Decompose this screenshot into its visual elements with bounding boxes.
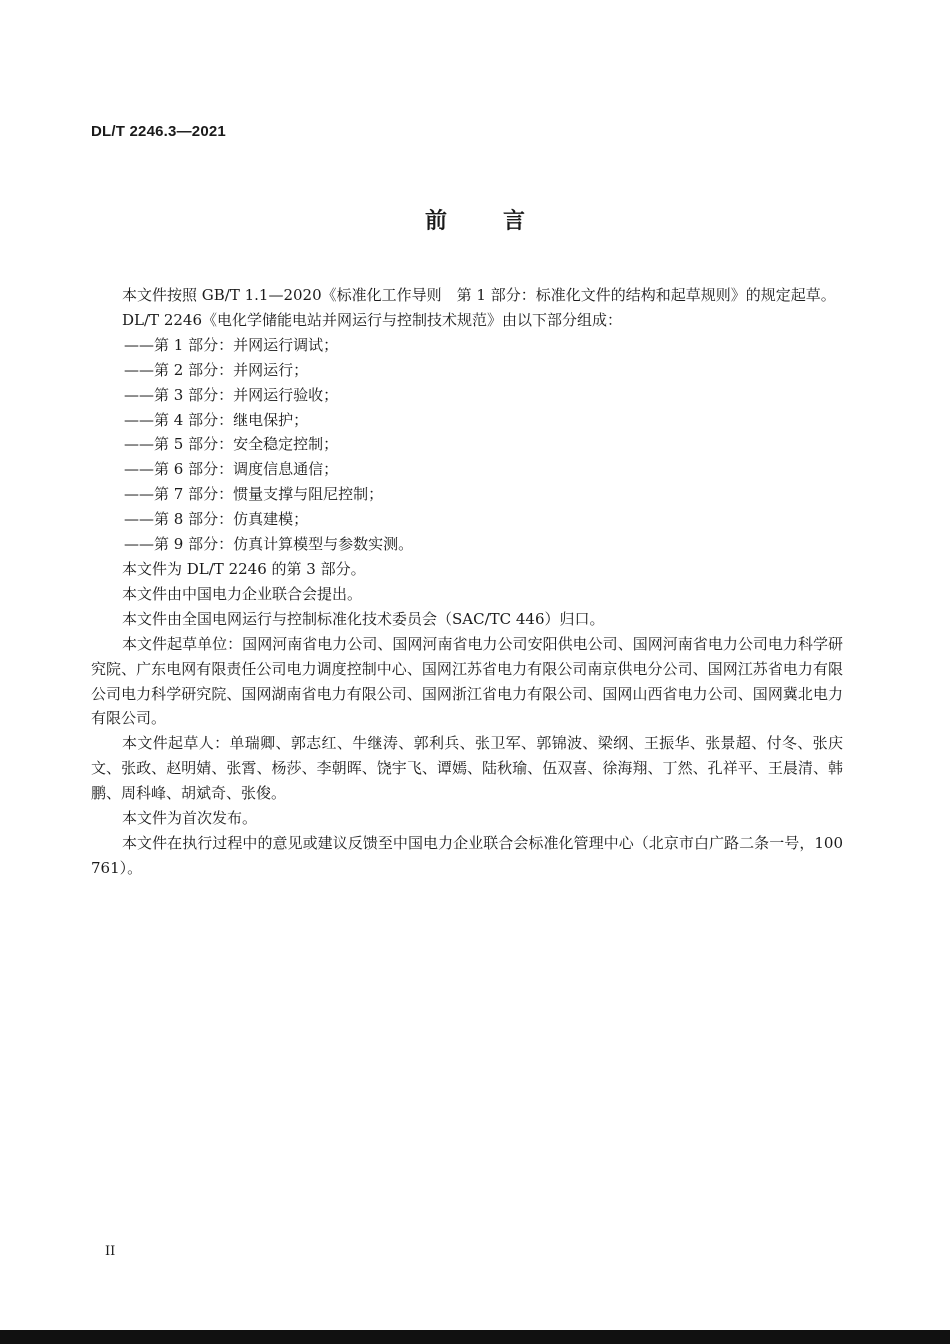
document-code: DL/T 2246.3—2021	[91, 123, 226, 140]
list-item: ——第 1 部分：并网运行调试；	[124, 335, 339, 354]
paragraph-technical-committee: 本文件由全国电网运行与控制标准化技术委员会（SAC/TC 446）归口。	[122, 609, 605, 628]
list-item: ——第 2 部分：并网运行；	[124, 360, 309, 379]
parts-list	[91, 333, 843, 557]
paragraph-drafting-organizations: 本文件起草单位：国网河南省电力公司、国网河南省电力公司安阳供电公司、国网河南省电力公司电力科学研究院、广东电网有限责任公司电力调度控制中心、国网江苏省电力有限公司南京供电分公司、国网江苏省电力有限公司电力科学研究院、国网湖南省电力有限公司、国网浙江省电力有限公司、国网山西省电力公司、国网冀北电力有限公司。	[91, 634, 843, 728]
paragraph-feedback: 本文件在执行过程中的意见或建议反馈至中国电力企业联合会标准化管理中心（北京市白广路二条一号，100761）。	[91, 833, 843, 877]
list-item: ——第 6 部分：调度信息通信；	[124, 460, 339, 479]
paragraph-drafters: 本文件起草人：单瑞卿、郭志红、牛继涛、郭利兵、张卫军、郭锦波、梁纲、王振华、张景超、付冬、张庆文、张政、赵明婧、张霄、杨莎、李朝晖、饶宇飞、谭嫣、陆秋瑜、伍双喜、徐海翔、丁然、孔祥平、王晨清、韩鹏、周科峰、胡斌奇、张俊。	[91, 734, 843, 803]
list-item: ——第 9 部分：仿真计算模型与参数实测。	[124, 535, 414, 554]
paragraph-first-release: 本文件为首次发布。	[122, 809, 258, 828]
paragraph-drafting-basis: 本文件按照 GB/T 1.1—2020《标准化工作导则 第 1 部分：标准化文件的结构和起草规则》的规定起草。	[122, 286, 836, 304]
foreword-body	[91, 283, 843, 881]
list-item: ——第 5 部分：安全稳定控制；	[124, 435, 339, 454]
page-number: II	[105, 1244, 116, 1259]
list-item: ——第 3 部分：并网运行验收；	[124, 385, 339, 404]
page-title: 前言	[424, 209, 581, 234]
list-item: ——第 4 部分：继电保护；	[124, 410, 309, 429]
paragraph-parts-intro: DL/T 2246《电化学储能电站并网运行与控制技术规范》由以下部分组成：	[122, 310, 622, 329]
list-item: ——第 7 部分：惯量支撑与阻尼控制；	[124, 485, 384, 504]
bottom-border	[0, 1330, 950, 1344]
paragraph-part-number: 本文件为 DL/T 2246 的第 3 部分。	[122, 559, 366, 578]
paragraph-proposer: 本文件由中国电力企业联合会提出。	[122, 584, 363, 603]
list-item: ——第 8 部分：仿真建模；	[124, 510, 309, 529]
